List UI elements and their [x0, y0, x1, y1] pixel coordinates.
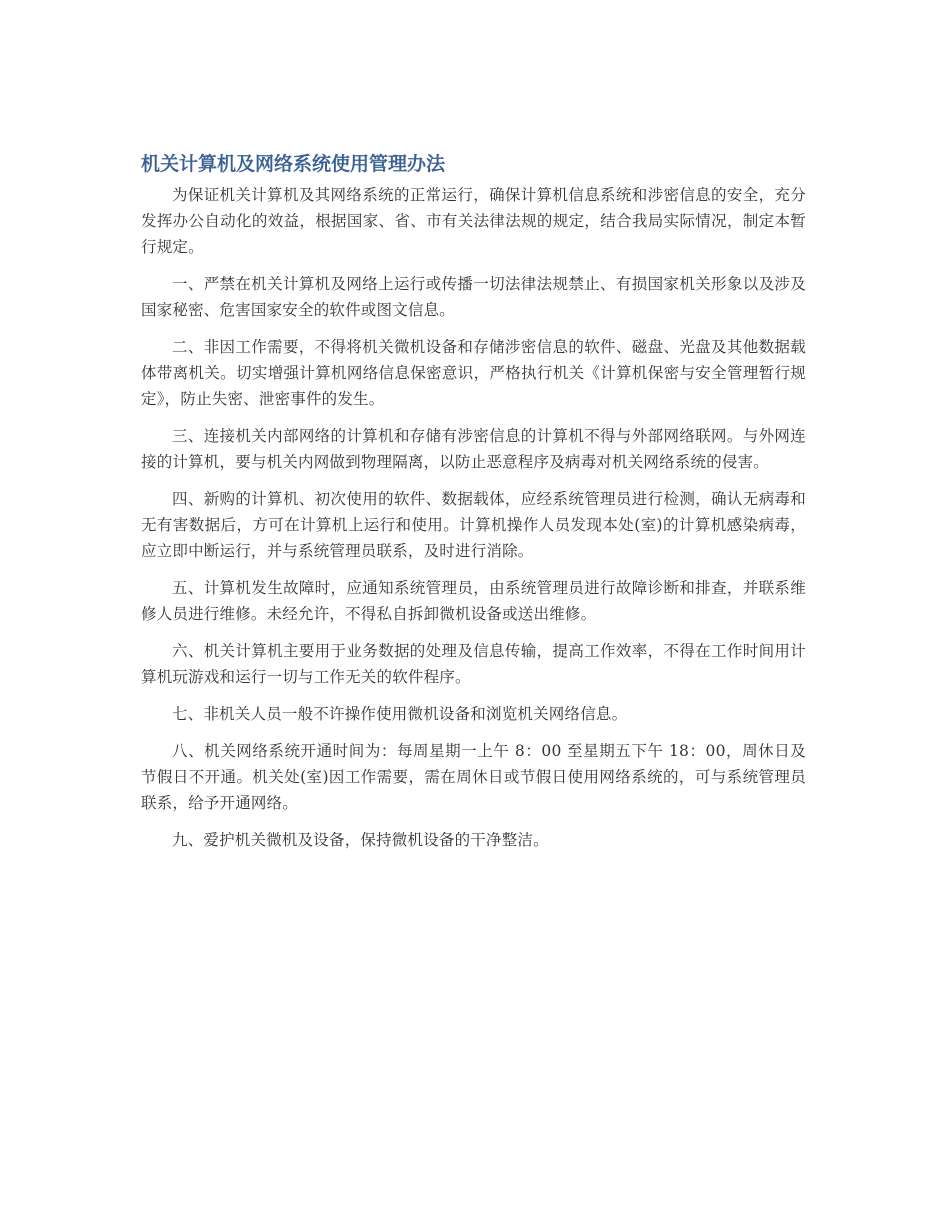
- article-6-paragraph: 六、机关计算机主要用于业务数据的处理及信息传输，提高工作效率，不得在工作时间用计算机玩游戏和运行一切与工作无关的软件程序。: [141, 642, 806, 686]
- article-1-paragraph: 一、严禁在机关计算机及网络上运行或传播一切法律法规禁止、有损国家机关形象以及涉及国家秘密、危害国家安全的软件或图文信息。: [141, 275, 806, 319]
- article-5-paragraph: 五、计算机发生故障时，应通知系统管理员，由系统管理员进行故障诊断和排查，并联系维修人员进行维修。未经允许，不得私自拆卸微机设备或送出维修。: [141, 579, 806, 623]
- document-title: 机关计算机及网络系统使用管理办法: [141, 153, 446, 175]
- article-7-paragraph: 七、非机关人员一般不许操作使用微机设备和浏览机关网络信息。: [172, 705, 628, 723]
- document-page: [141, 150, 806, 864]
- article-3-paragraph: 三、连接机关内部网络的计算机和存储有涉密信息的计算机不得与外部网络联网。与外网连接的计算机，要与机关内网做到物理隔离，以防止恶意程序及病毒对机关网络系统的侵害。: [141, 427, 806, 471]
- article-9-paragraph: 九、爱护机关微机及设备，保持微机设备的干净整洁。: [172, 831, 549, 849]
- article-8-paragraph: 八、机关网络系统开通时间为：每周星期一上午 8：00 至星期五下午 18：00，周休日及节假日不开通。机关处(室)因工作需要，需在周休日或节假日使用网络系统的，可与系统管理员联系，给予开通网络。: [141, 742, 806, 812]
- article-4-paragraph: 四、新购的计算机、初次使用的软件、数据载体，应经系统管理员进行检测，确认无病毒和无有害数据后，方可在计算机上运行和使用。计算机操作人员发现本处(室)的计算机感染病毒，应立即中断运行，并与系统管理员联系，及时进行消除。: [141, 490, 806, 560]
- article-2-paragraph: 二、非因工作需要，不得将机关微机设备和存储涉密信息的软件、磁盘、光盘及其他数据载体带离机关。切实增强计算机网络信息保密意识，严格执行机关《计算机保密与安全管理暂行规定》，防止失密、泄密事件的发生。: [141, 338, 806, 408]
- intro-paragraph: 为保证机关计算机及其网络系统的正常运行，确保计算机信息系统和涉密信息的安全，充分发挥办公自动化的效益，根据国家、省、市有关法律法规的规定，结合我局实际情况，制定本暂行规定。: [141, 186, 806, 256]
